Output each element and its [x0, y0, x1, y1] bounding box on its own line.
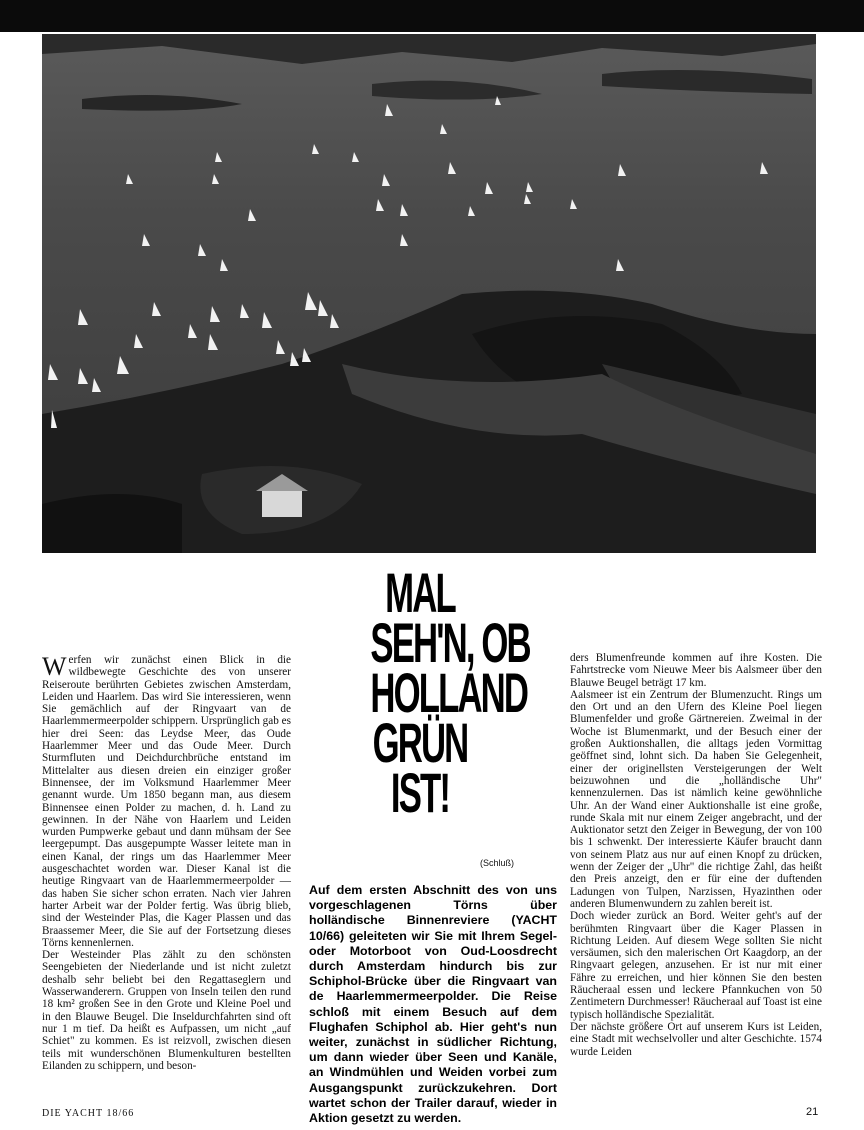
- left-paragraph-2: Der Westeinder Plas zählt zu den schönsten Seengebieten der Niederlande und ist nicht zuletzt deshalb sehr beliebt bei den Regattaseglern und Wasserwanderern. Gruppen von Inseln teilen den rund 18 km² großen See in den Grote und Kleine Poel und in den Blauwe Beugel. Die Inseldurchfahrten sind oft nur 1 m tief. Da heißt es Aufpassen, um nicht „auf Schiet" zu kommen. Es ist reizvoll, zwischen diesen teils mit wunderschönen Blumenkulturen bestellten Eilanden zu schippern, und beson-: [42, 949, 291, 1072]
- headline-line: GRÜN: [372, 711, 468, 774]
- top-black-bar: [0, 0, 864, 32]
- aerial-photo: [42, 34, 816, 553]
- left-text-column: [42, 654, 291, 1072]
- headline-line: SEH'N, OB: [370, 611, 530, 674]
- right-paragraph-2: Aalsmeer ist ein Zentrum der Blumenzucht. Rings um den Ort und an den Ufern des Kleine Poel liegen Blumenfelder und große Gärtnereien. Zweimal in der Woche ist Blumenmarkt, und der Besuch einer der großen Auktionshallen, die alltags jeden Vormittag geöffnet sind, lohnt sich. Da haben Sie Gelegenheit, einer der originellsten Versteigerungen der Welt beizuwohnen und die „holländische Uhr" kennenzulernen. Das ist nämlich keine gewöhnliche Uhr. An der Wand einer Auktionshalle ist eine große, runde Skala mit nur einem Zeiger angebracht, und der Auktionator setzt den Zeiger in Bewegung, der von 100 bis 1 schwenkt. Der interessierte Käufer braucht dann von seinem Platz aus nur auf einen Knopf zu drücken, wenn der Zeiger der „Uhr" die richtige Zahl, das heißt den Preis anzeigt, den er für eine der duftenden Ladungen von Tulpen, Narzissen, Hyazinthen oder anderen Blumenwundern zu zahlen bereit ist.: [570, 688, 822, 910]
- right-text-column: [570, 652, 822, 1058]
- headline-line: IST!: [390, 761, 450, 824]
- left-paragraph-1: Werfen wir zunächst einen Blick in die wildbewegte Geschichte des von unserer Reiseroute berührten Gebietes zwischen Amsterdam, Leiden und Haarlem. Das wird Sie interessieren, wenn Sie gemächlich auf der Ringvaart van de Haarlemmermeerpolder schippern. Ursprünglich gab es hier drei Seen: das Leydse Meer, das Oude Haarlemmer Meer und das Oude Meer. Durch Sturmfluten und Deichdurchbrüche entstand im Mittelalter aus diesen dreien ein einziger großer Binnensee, der im Volksmund Haarlemmer Meer genannt wurde. Um 1850 begann man, aus diesem Binnensee einen Polder zu machen, d. h. Land zu gewinnen. In der Nähe von Haarlem und Leiden wurden Pumpwerke gebaut und dann mühsam der See leergepumpt. Das ausgepumpte Wasser leitete man in einen Kanal, der rings um das Haarlemmer Meer ausgeschachtet worden war. Dieser Kanal ist die heutige Ringvaart van de Haarlemmermeerpolder — das haben Sie sicher schon erraten. Nach vier Jahren harter Arbeit war der Polder fertig. Was übrig blieb, sind der Westeinder Plas, die Kager Plassen und das Braassemer Meer, die Sie auf der Fortsetzung dieses Törns kennenlernen.: [42, 652, 291, 949]
- headline-note: (Schluß): [480, 858, 515, 868]
- page-number: 21: [806, 1106, 819, 1118]
- headline-line: MAL: [385, 561, 455, 624]
- intro-text: Auf dem ersten Abschnitt des von uns vorgeschlagenen Törns über holländische Binnenreviere (YACHT 10/66) geleiteten wir Sie mit Ihrem Segel- oder Motorboot von Oud-Loosdrecht durch Amsterdam hindurch bis zur Schiphol-Brücke über die Ringvaart van de Haarlemmermeerpolder. Die Reise schloß mit einem Besuch auf dem Flughafen Schiphol ab. Hier geht's nun weiter, zunächst in südlicher Richtung, um dann wieder über Seen und Kanäle, an Windmühlen und Weiden vorbei zum Ausgangspunkt zurückzukehren. Dort wartet schon der Trailer darauf, wieder in Aktion gesetzt zu werden.: [309, 883, 557, 1126]
- right-paragraph-1: ders Blumenfreunde kommen auf ihre Kosten. Die Fahrtstrecke vom Nieuwe Meer bis Aalsmeer über den Blauwe Beugel beträgt 17 km.: [570, 652, 822, 689]
- drop-cap: W: [42, 652, 67, 681]
- magazine-footer: DIE YACHT 18/66: [42, 1108, 135, 1119]
- headline-line: HOLLAND: [370, 661, 528, 724]
- right-paragraph-4: Der nächste größere Ort auf unserem Kurs ist Leiden, eine Stadt mit wechselvoller und alter Geschichte. 1574 wurde Leiden: [570, 1020, 822, 1058]
- headline: [340, 561, 530, 824]
- right-paragraph-3: Doch wieder zurück an Bord. Weiter geht's auf der berühmten Ringvaart über die Kager Plassen in Richtung Leiden. Auf diesem Wege sollten Sie nicht versäumen, sich den malerischen Ort Kaagdorp, an der Ringvaart gelegen, anzusehen. Er ist nur mit einer Fähre zu erreichen, und hier können Sie den besten Räucheraal essen und leckere Pfannkuchen von 50 Zentimetern Durchmesser! Räucheraal auf Toast ist eine typisch holländische Spezialität.: [570, 910, 822, 1021]
